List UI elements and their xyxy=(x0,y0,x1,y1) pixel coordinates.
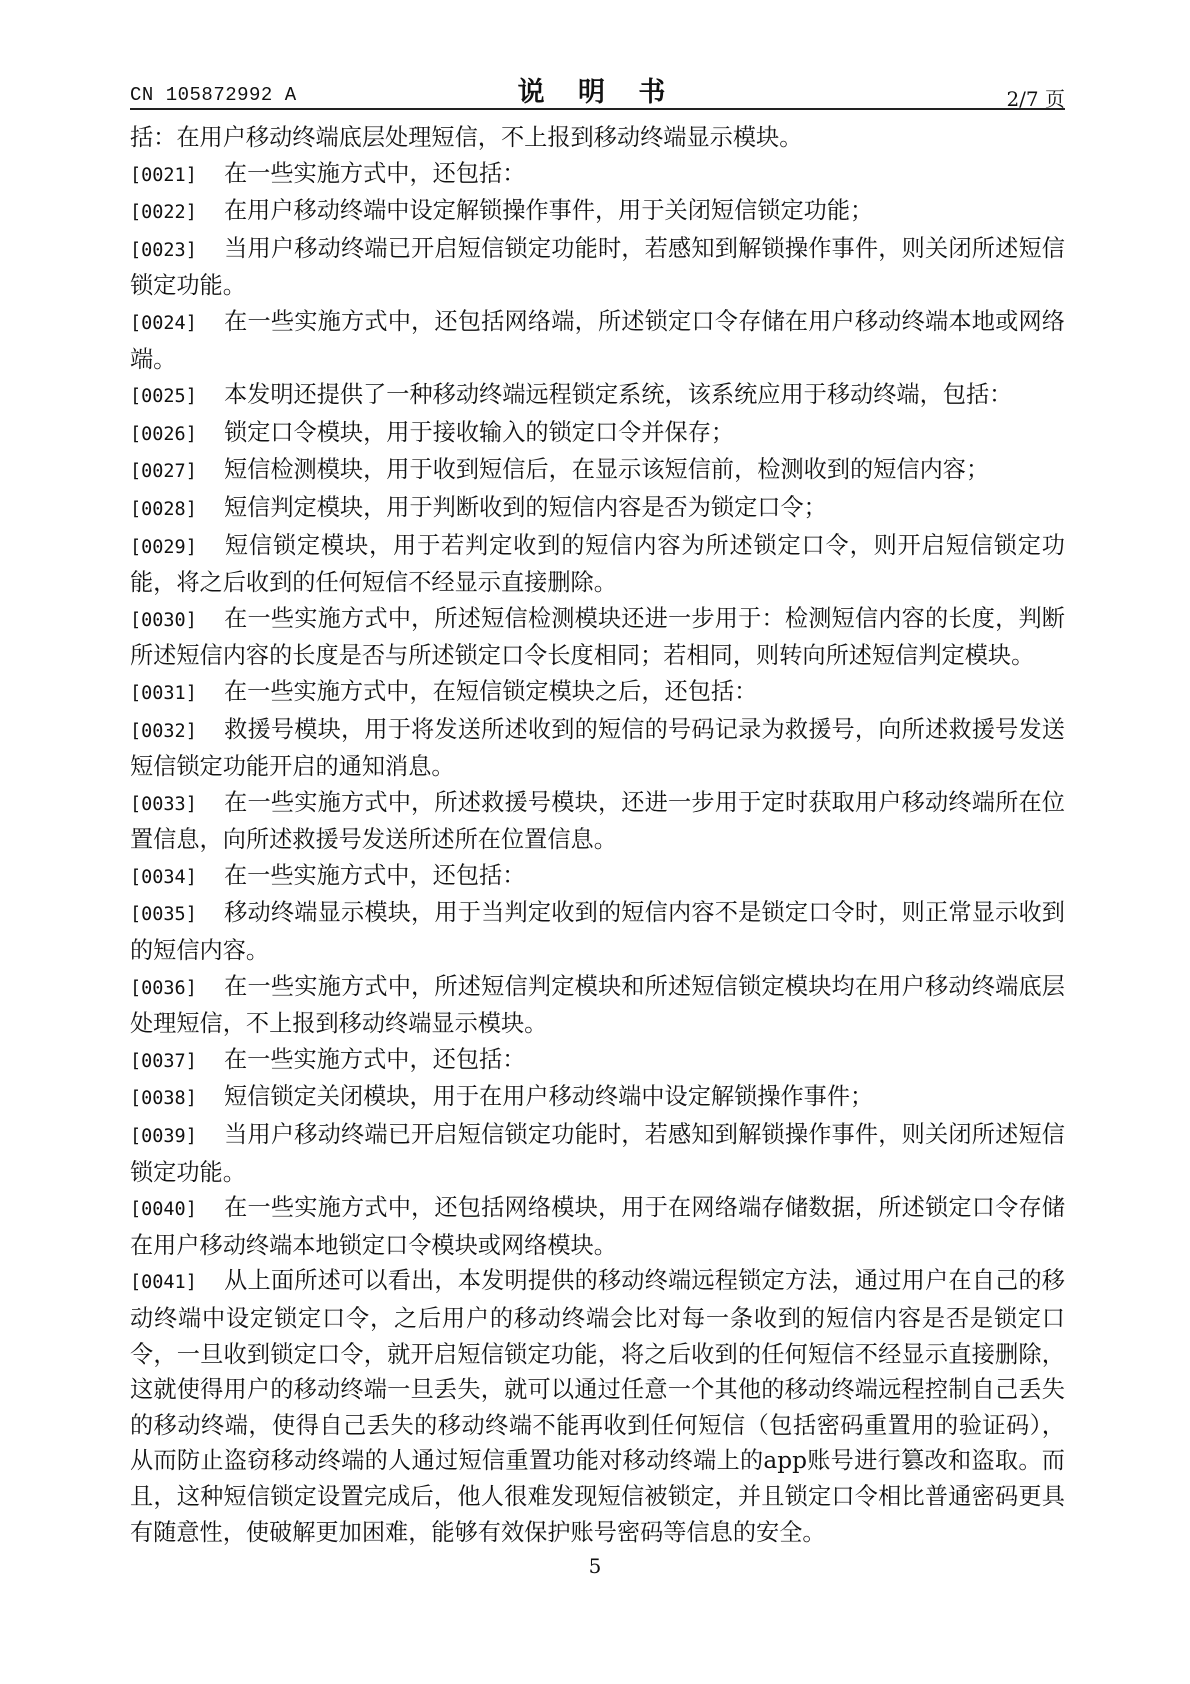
paragraph-text: 在一些实施方式中，所述救援号模块，还进一步用于定时获取用户移动终端所在位置信息，向所述救援号发送所述所在位置信息。 xyxy=(130,788,1065,854)
paragraph xyxy=(130,1079,1065,1117)
paragraph-text: 从上面所述可以看出，本发明提供的移动终端远程锁定方法，通过用户在自己的移动终端中设定锁定口令，之后用户的移动终端会比对每一条收到的短信内容是否是锁定口令，一旦收到锁定口令，就开启短信锁定功能，将之后收到的任何短信不经显示直接删除，这就使得用户的移动终端一旦丢失，就可以通过任意一个其他的移动终端远程控制自己丢失的移动终端，使得自己丢失的移动终端不能再收到任何短信（包括密码重置用的验证码），从而防止盗窃移动终端的人通过短信重置功能对移动终端上的app账号进行篡改和盗取。而且，这种短信锁定设置完成后，他人很难发现短信被锁定，并且锁定口令相比普通密码更具有随意性，使破解更加困难，能够有效保护账号密码等信息的安全。 xyxy=(130,1267,1065,1546)
paragraph-continuation xyxy=(130,120,1065,156)
paragraph-text: 锁定口令模块，用于接收输入的锁定口令并保存； xyxy=(224,418,735,446)
paragraph-number: [0040] xyxy=(130,1199,197,1221)
paragraph xyxy=(130,304,1065,377)
paragraph xyxy=(130,490,1065,528)
paragraph xyxy=(130,1190,1065,1263)
paragraph-text: 本发明还提供了一种移动终端远程锁定系统，该系统应用于移动终端，包括： xyxy=(224,381,1013,409)
header-rule xyxy=(130,108,1065,110)
paragraph xyxy=(130,156,1065,194)
paragraph-text: 短信锁定关闭模块，用于在用户移动终端中设定解锁操作事件； xyxy=(224,1083,874,1111)
paragraph-number: [0039] xyxy=(130,1126,197,1148)
paragraph-number: [0038] xyxy=(130,1088,197,1110)
paragraph xyxy=(130,1042,1065,1080)
paragraph xyxy=(130,1263,1065,1550)
document-body xyxy=(130,120,1065,1550)
publication-number: CN 105872992 A xyxy=(130,84,297,106)
paragraph-text: 在一些实施方式中，所述短信检测模块还进一步用于：检测短信内容的长度，判断所述短信内容的长度是否与所述锁定口令长度相同；若相同，则转向所述短信判定模块。 xyxy=(130,604,1065,670)
paragraph xyxy=(130,193,1065,231)
page-number: 5 xyxy=(588,1554,602,1578)
paragraph-number: [0021] xyxy=(130,164,197,186)
paragraph-text: 短信判定模块，用于判断收到的短信内容是否为锁定口令； xyxy=(224,493,827,521)
paragraph xyxy=(130,674,1065,712)
paragraph-number: [0030] xyxy=(130,609,197,631)
paragraph xyxy=(130,858,1065,896)
paragraph-text: 在一些实施方式中，还包括： xyxy=(224,159,526,187)
paragraph xyxy=(130,895,1065,968)
paragraph-text: 在一些实施方式中，所述短信判定模块和所述短信锁定模块均在用户移动终端底层处理短信，不上报到移动终端显示模块。 xyxy=(130,972,1065,1038)
paragraph-number: [0022] xyxy=(130,202,197,224)
paragraph xyxy=(130,528,1065,601)
paragraph-text: 短信检测模块，用于收到短信后，在显示该短信前，检测收到的短信内容； xyxy=(224,456,990,484)
paragraph-number: [0034] xyxy=(130,866,197,888)
paragraph-text: 救援号模块，用于将发送所述收到的短信的号码记录为救援号，向所述救援号发送短信锁定功能开启的通知消息。 xyxy=(130,715,1065,781)
paragraph xyxy=(130,712,1065,785)
paragraph-number: [0025] xyxy=(130,386,197,408)
paragraph-number: [0029] xyxy=(130,536,197,558)
paragraph-number: [0024] xyxy=(130,312,197,334)
paragraph xyxy=(130,377,1065,415)
paragraph-text: 在用户移动终端中设定解锁操作事件，用于关闭短信锁定功能； xyxy=(224,197,874,225)
paragraph xyxy=(130,969,1065,1042)
paragraph-text: 短信锁定模块，用于若判定收到的短信内容为所述锁定口令，则开启短信锁定功能，将之后收到的任何短信不经显示直接删除。 xyxy=(130,531,1065,597)
paragraph-text: 移动终端显示模块，用于当判定收到的短信内容不是锁定口令时，则正常显示收到的短信内容。 xyxy=(130,899,1065,965)
paragraph xyxy=(130,785,1065,858)
paragraph-text: 在一些实施方式中，还包括： xyxy=(224,861,526,889)
paragraph-number: [0041] xyxy=(130,1272,197,1294)
paragraph-text: 当用户移动终端已开启短信锁定功能时，若感知到解锁操作事件，则关闭所述短信锁定功能。 xyxy=(130,1121,1065,1186)
paragraph-number: [0037] xyxy=(130,1050,197,1072)
paragraph-number: [0031] xyxy=(130,682,197,704)
paragraph xyxy=(130,1117,1065,1190)
paragraph-text: 括：在用户移动终端底层处理短信，不上报到移动终端显示模块。 xyxy=(130,124,803,151)
paragraph-number: [0023] xyxy=(130,239,197,261)
paragraph-text: 在一些实施方式中，还包括网络模块，用于在网络端存储数据，所述锁定口令存储在用户移动终端本地锁定口令模块或网络模块。 xyxy=(130,1194,1065,1259)
paragraph-number: [0026] xyxy=(130,423,197,445)
paragraph-number: [0028] xyxy=(130,498,197,520)
paragraph-text: 在一些实施方式中，还包括网络端，所述锁定口令存储在用户移动终端本地或网络端。 xyxy=(130,307,1065,373)
paragraph-text: 在一些实施方式中，还包括： xyxy=(224,1045,526,1073)
paragraph xyxy=(130,415,1065,453)
paragraph-text: 当用户移动终端已开启短信锁定功能时，若感知到解锁操作事件，则关闭所述短信锁定功能。 xyxy=(130,234,1065,300)
document-title: 说 明 书 xyxy=(517,77,678,108)
paragraph xyxy=(130,452,1065,490)
paragraph-number: [0032] xyxy=(130,720,197,742)
paragraph-number: [0036] xyxy=(130,977,197,999)
paragraph xyxy=(130,231,1065,304)
paragraph-text: 在一些实施方式中，在短信锁定模块之后，还包括： xyxy=(224,677,758,705)
paragraph-number: [0033] xyxy=(130,793,197,815)
paragraph-number: [0027] xyxy=(130,461,197,483)
page-header xyxy=(130,70,1065,110)
page-indicator: 2/7 页 xyxy=(1006,87,1065,111)
paragraph-number: [0035] xyxy=(130,904,197,926)
paragraph xyxy=(130,601,1065,674)
